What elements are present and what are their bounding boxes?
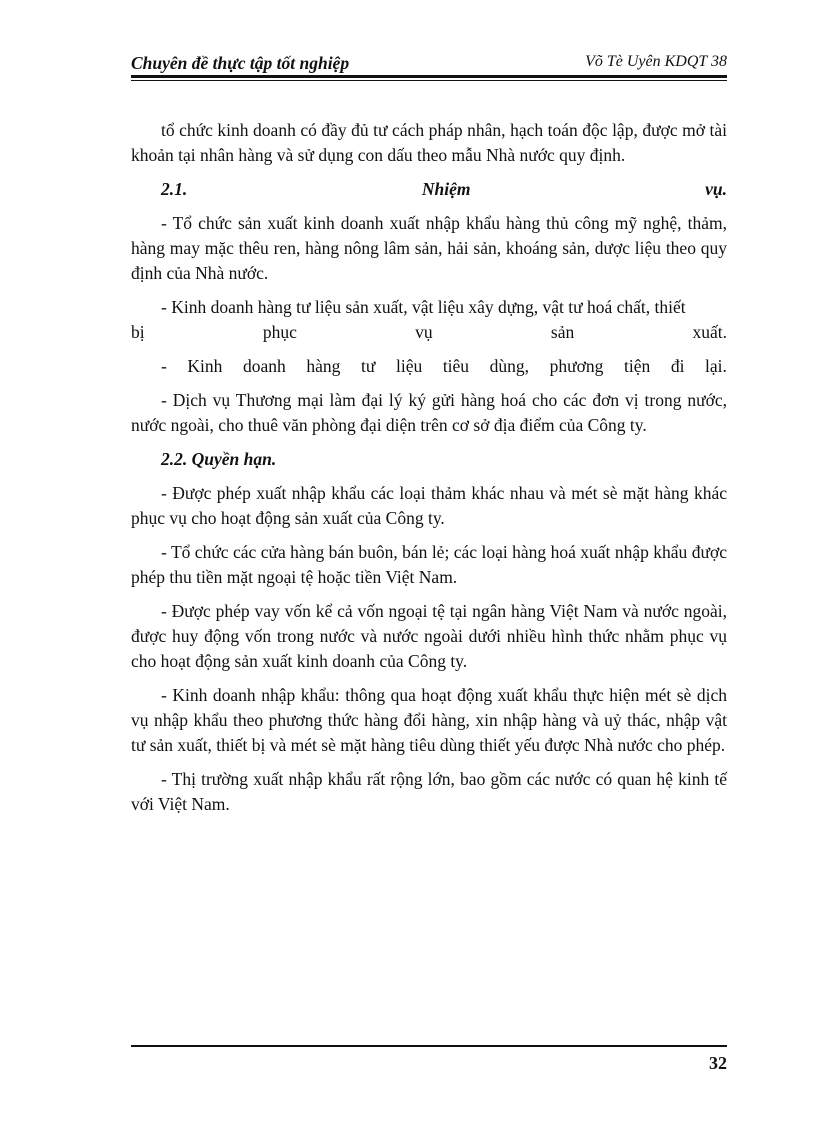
page-header <box>131 50 727 74</box>
paragraph: - Thị trường xuất nhập khẩu rất rộng lớn, bao gồm các nước có quan hệ kinh tế với Việt Nam. <box>131 769 727 814</box>
paragraph-line: - Kinh doanh hàng tư liệu sản xuất, vật liệu xây dựng, vật tư hoá chất, thiết <box>161 297 686 317</box>
word: lại. <box>705 356 727 376</box>
word: sản <box>550 322 575 342</box>
word: vụ <box>415 322 433 342</box>
section-heading-2-1 <box>131 177 727 202</box>
word: hàng <box>306 356 341 376</box>
word: tiêu <box>442 356 470 376</box>
paragraph: - Được phép vay vốn kể cả vốn ngoại tệ tại ngân hàng Việt Nam và nước ngoài, được huy động vốn trong nước và nước ngoài dưới nhiều hình thức nhằm phục vụ cho hoạt động sản xuất kinh doanh của Công ty. <box>131 601 727 671</box>
header-rule <box>131 75 727 78</box>
paragraph: - Kinh doanh nhập khẩu: thông qua hoạt động xuất khẩu thực hiện mét sè dịch vụ nhập khẩu theo phương thức hàng đổi hàng, xin nhập hàng và uỷ thác, nhập vật tư sản xuất, thiết bị và mét sè mặt hàng tiêu dùng thiết yếu được Nhà nước cho phép. <box>131 685 727 755</box>
word: tiện <box>623 356 651 376</box>
word: doanh <box>243 356 286 376</box>
word: đi <box>670 356 685 376</box>
section-heading-2-2: 2.2. Quyền hạn. <box>161 449 277 469</box>
paragraph: - Tổ chức sản xuất kinh doanh xuất nhập khẩu hàng thủ công mỹ nghệ, thảm, hàng may mặc thêu ren, hàng nông lâm sản, hải sản, khoáng sản, dược liệu theo quy định của Nhà nước. <box>131 213 727 283</box>
paragraph: - Dịch vụ Thương mại làm đại lý ký gửi hàng hoá cho các đơn vị trong nước, nước ngoài, cho thuê văn phòng đại diện trên cơ sở địa điểm của Công ty. <box>131 390 727 435</box>
header-document-title: Chuyên đề thực tập tốt nghiệp <box>131 53 350 73</box>
header-rule-thin <box>131 80 727 81</box>
page-body <box>131 118 727 826</box>
word: tư <box>361 356 376 376</box>
paragraph: - Được phép xuất nhập khẩu các loại thảm khác nhau và mét sè mặt hàng khác phục vụ cho hoạt động sản xuất của Công ty. <box>131 483 727 528</box>
paragraph: - Tổ chức các cửa hàng bán buôn, bán lẻ; các loại hàng hoá xuất nhập khẩu được phép thu tiền mặt ngoại tệ hoặc tiền Việt Nam. <box>131 542 727 587</box>
section-number: 2.1. <box>161 179 188 199</box>
word: dùng, <box>489 356 530 376</box>
word: phục <box>262 322 297 342</box>
header-author: Võ Tè Uyên KDQT 38 <box>585 53 727 70</box>
word: phương <box>549 356 604 376</box>
word: bị <box>131 322 145 342</box>
paragraph-line <box>131 320 727 345</box>
word: Kinh <box>187 356 223 376</box>
word: liệu <box>395 356 423 376</box>
paragraph <box>161 354 727 379</box>
word: xuất. <box>692 322 727 342</box>
page-number: 32 <box>709 1053 727 1073</box>
footer-rule <box>131 1045 727 1047</box>
word: - <box>161 356 167 376</box>
paragraph <box>131 295 727 345</box>
section-title-word: vụ. <box>705 179 727 199</box>
section-title-word: Nhiệm <box>421 179 471 199</box>
paragraph: tổ chức kinh doanh có đầy đủ tư cách pháp nhân, hạch toán độc lập, được mở tài khoản tại nhân hàng và sử dụng con dấu theo mẫu Nhà nước quy định. <box>131 120 727 165</box>
